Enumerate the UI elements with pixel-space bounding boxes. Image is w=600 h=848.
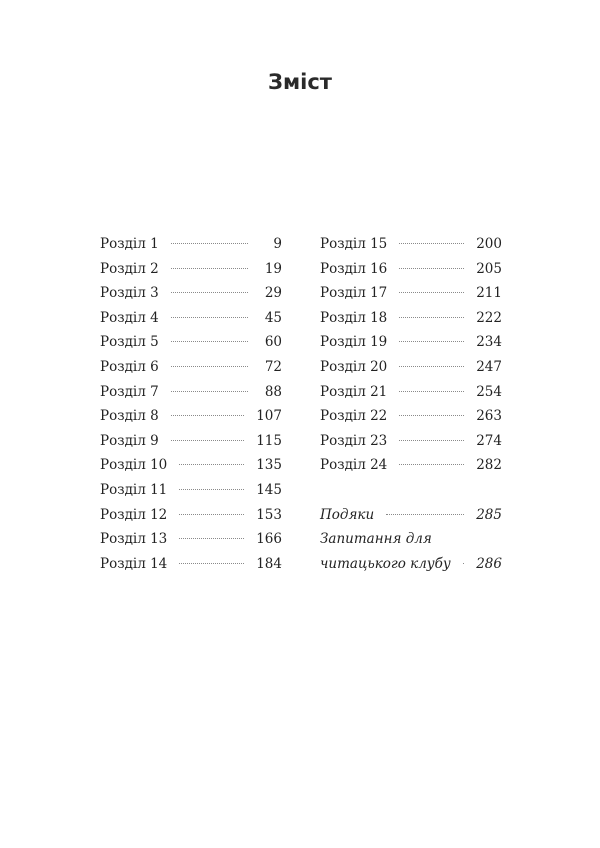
toc-entry[interactable] (100, 531, 282, 556)
toc-entry-page: 285 (476, 506, 502, 523)
toc-entry-page: 286 (476, 555, 502, 572)
dot-leader (171, 391, 248, 392)
toc-entry[interactable] (100, 384, 282, 409)
dot-leader (171, 440, 245, 441)
toc-entry-page: 72 (264, 358, 282, 375)
toc-entry-page: 153 (256, 506, 282, 523)
toc-entry-label: Розділ 5 (100, 334, 159, 351)
toc-entry-page: 29 (264, 285, 282, 302)
dot-leader (179, 464, 244, 465)
toc-entry-label: Розділ 11 (100, 481, 168, 498)
dot-leader (399, 366, 464, 367)
toc-right-column (320, 236, 502, 580)
dot-leader (399, 464, 464, 465)
toc-entry-label: Розділ 8 (100, 408, 159, 425)
dot-leader (399, 292, 464, 293)
toc-entry-page: 135 (256, 457, 282, 474)
toc-entry-label: Розділ 14 (100, 555, 168, 572)
section-spacer (320, 482, 502, 507)
toc-entry[interactable] (100, 310, 282, 335)
toc-entry-page: 115 (256, 432, 282, 449)
dot-leader (179, 563, 244, 564)
toc-entry[interactable] (100, 236, 282, 261)
toc-entry-page: 263 (476, 408, 502, 425)
dot-leader (179, 514, 244, 515)
toc-entry-page: 222 (476, 309, 502, 326)
toc-entry[interactable] (100, 457, 282, 482)
toc-entry-label: Подяки (320, 506, 375, 523)
toc-entry[interactable] (100, 334, 282, 359)
toc-entry-label: Розділ 9 (100, 432, 159, 449)
toc-entry[interactable] (320, 236, 502, 261)
toc-entry-label: Розділ 17 (320, 285, 388, 302)
toc-entry[interactable] (320, 334, 502, 359)
dot-leader (399, 243, 464, 244)
toc-entry[interactable] (320, 261, 502, 286)
toc-entry-label: Розділ 3 (100, 285, 159, 302)
dot-leader (171, 415, 245, 416)
toc-entry[interactable] (100, 408, 282, 433)
dot-leader (399, 440, 464, 441)
toc-entry-page: 184 (256, 555, 282, 572)
toc-entry[interactable] (100, 482, 282, 507)
toc-entry-label: Розділ 12 (100, 506, 168, 523)
toc-entry-page: 205 (476, 260, 502, 277)
toc-entry-page: 60 (264, 334, 282, 351)
dot-leader (386, 514, 464, 515)
page-title: Зміст (268, 70, 332, 94)
toc-entry-page: 247 (476, 358, 502, 375)
toc-entry-label: Розділ 6 (100, 358, 159, 375)
toc-entry[interactable] (320, 359, 502, 384)
toc-entry-book-club-line1[interactable] (320, 531, 502, 556)
toc-entry[interactable] (100, 285, 282, 310)
toc-entry-label: Розділ 15 (320, 236, 388, 252)
toc-entry-label: Розділ 19 (320, 334, 388, 351)
dot-leader (399, 415, 464, 416)
toc-entry-book-club[interactable] (320, 556, 502, 581)
dot-leader (399, 341, 464, 342)
toc-entry-label: Розділ 23 (320, 432, 388, 449)
dot-leader (399, 317, 464, 318)
toc-entry-label: Розділ 22 (320, 408, 388, 425)
toc-entry-page: 45 (264, 309, 282, 326)
toc-entry[interactable] (100, 359, 282, 384)
dot-leader (399, 268, 464, 269)
toc-left-column (100, 236, 282, 580)
toc-entry-page: 145 (256, 481, 282, 498)
dot-leader (463, 563, 465, 564)
toc-entry-label: Розділ 16 (320, 260, 388, 277)
toc-entry-label: Розділ 7 (100, 383, 159, 400)
toc-entry-label: Розділ 20 (320, 358, 388, 375)
toc-entry[interactable] (320, 384, 502, 409)
toc-entry-page: 200 (476, 236, 502, 252)
toc-entry-page: 9 (273, 236, 282, 252)
toc-entry[interactable] (320, 285, 502, 310)
toc-entry-page: 211 (476, 285, 502, 302)
toc-entry-label: Розділ 2 (100, 260, 159, 277)
toc-entry-label: Розділ 18 (320, 309, 388, 326)
dot-leader (171, 341, 248, 342)
toc-entry-page: 254 (476, 383, 502, 400)
dot-leader (171, 317, 248, 318)
dot-leader (171, 292, 248, 293)
toc-entry-page: 234 (476, 334, 502, 351)
toc-entry-label: Розділ 10 (100, 457, 168, 474)
toc-entry-label: Розділ 4 (100, 309, 159, 326)
dot-leader (179, 538, 244, 539)
toc-entry[interactable] (100, 261, 282, 286)
toc-entry[interactable] (320, 457, 502, 482)
toc-entry-page: 107 (256, 408, 282, 425)
toc-entry-page: 19 (264, 260, 282, 277)
toc-entry-label: Розділ 13 (100, 531, 168, 548)
toc-entry-label: Розділ 24 (320, 457, 388, 474)
toc-entry[interactable] (100, 507, 282, 532)
dot-leader (171, 268, 248, 269)
toc-entry-page: 282 (476, 457, 502, 474)
toc-entry-label: Розділ 21 (320, 383, 388, 400)
toc-entry[interactable] (320, 408, 502, 433)
toc-entry-page: 274 (476, 432, 502, 449)
dot-leader (171, 366, 248, 367)
toc-entry[interactable] (320, 310, 502, 335)
toc-entry[interactable] (100, 433, 282, 458)
toc-entry[interactable] (100, 556, 282, 581)
toc-entry-page: 88 (264, 383, 282, 400)
toc-entry-label: читацького клубу (320, 555, 451, 572)
dot-leader (399, 391, 464, 392)
toc-entry[interactable] (320, 433, 502, 458)
dot-leader (171, 243, 248, 244)
dot-leader (179, 489, 244, 490)
toc-entry-page: 166 (256, 531, 282, 548)
toc-entry-label: Розділ 1 (100, 236, 159, 252)
toc-entry-acknowledgements[interactable] (320, 507, 502, 532)
toc-entry-label: Запитання для (320, 531, 432, 548)
